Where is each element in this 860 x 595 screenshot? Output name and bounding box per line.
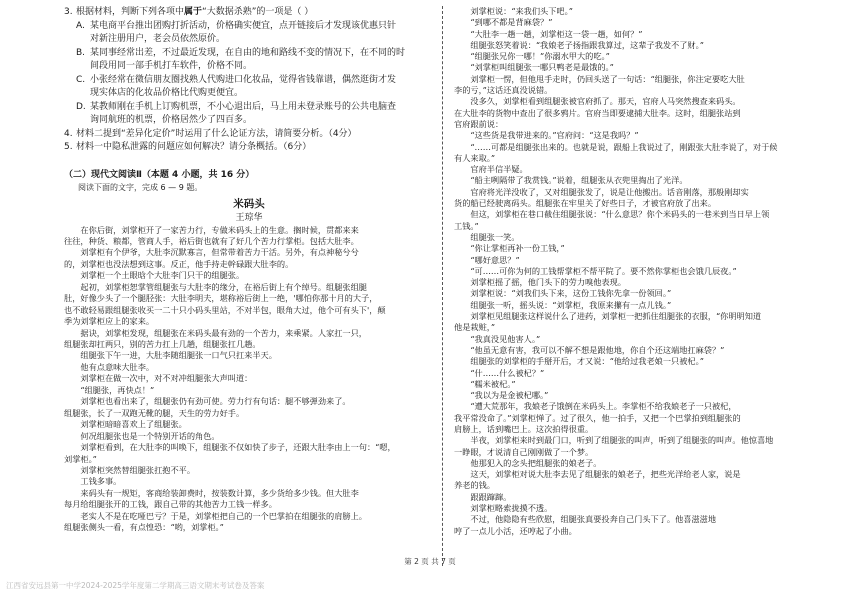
passage-line: 养老的钱。 <box>454 480 495 491</box>
passage-line: 组腿张，长了一双跑无靴的腿，天生的劳力好手。 <box>64 407 245 418</box>
passage-line: 刘掌柜暗暗喜欢上了组腿张。 <box>64 419 187 430</box>
passage-line: 他那犯入的念头把组腿张的娘老子。 <box>454 457 602 468</box>
passage-line: 刘掌柜一愣，但他甩手走时，仍回头送了一句话：“组腿张，你注定要吃大肚 <box>454 73 745 84</box>
passage-line: 跟跟蹿蹿。 <box>454 491 512 502</box>
passage-line: “可……可你为何的工钱帮掌柜不帮平院了。要不然你掌柜也会饿几辰夜。” <box>454 265 737 276</box>
passage-line: 刘掌柜突然替组腿张扛抱不平。 <box>64 465 196 476</box>
passage-right-text <box>454 6 824 537</box>
passage-line: 组腿张一听，摇头说：“刘掌柜，我原来攥有一点儿钱。” <box>454 299 672 310</box>
passage-line: “到哪不都是背麻袋？” <box>454 17 553 28</box>
section-heading: （二）现代文阅读Ⅱ（本题 4 小题，共 16 分） <box>64 169 255 180</box>
passage-line: 在大肚李的货物中查出了很多鸦片。官府当即要逮捕大肚李。这时，组腿张站到 <box>454 107 741 118</box>
question-4 <box>64 128 434 142</box>
question-text: 材料二提到“差异化定价”时运用了什么论证方法，请简要分析。（4分） <box>76 128 357 139</box>
passage-line: 半夜，刘掌柜来时到最门口，听到了组腿张的叫声，听到了组腿张的叫声。他惊喜地 <box>454 435 774 446</box>
passage-line: 组腿张下午一进，大肚李随组腿张一口气只扛来半天。 <box>64 350 277 361</box>
option-text: 某电商平台推出团购打折活动，价格确实便宜，点开链接后才发现该优惠只针 <box>90 20 397 31</box>
option-b-cont <box>64 60 434 74</box>
passage-line: 组腿张侧头一看，有点惶恐：“哟，刘掌柜。” <box>64 522 224 533</box>
passage-author: 王琼华 <box>235 212 263 223</box>
passage-line: 肚，好像少头了一个腿胫张：大肚李明夫，堪称裕后街上一绝，'哪怕你那十月的大子， <box>64 293 378 304</box>
left-column <box>64 6 434 534</box>
option-label: D. <box>76 101 86 112</box>
passage-line: “他虽无意有害，我可以不解不想是跟他地，你自个还这端地扛麻袋？” <box>454 344 725 355</box>
passage-line: 每月给组腿张开的工钱，跟自己带的其他苦力工钱一样多。 <box>64 499 277 510</box>
passage-line: 官府跟前说： <box>454 118 504 129</box>
option-text: 间段用同一部手机打车软件，价格不同。 <box>90 61 253 71</box>
option-c <box>64 74 434 88</box>
passage-line: 组腿张一笑。 <box>454 231 520 242</box>
question-emphasis: 属于 <box>184 7 203 17</box>
passage-line: 刘掌柜有个伊爷，大肚李沉默寡言，但常带着苦力干活。另外，有点神秘兮兮 <box>64 247 359 258</box>
column-divider <box>442 6 443 566</box>
question-5 <box>64 141 434 155</box>
passage-line: 官府半信半疑。 <box>454 164 528 175</box>
passage-line: 刘掌柜见组腿张这样说什么了进药，刘掌柜一把抓住组腿张的衣服，“你明明知道 <box>454 311 762 322</box>
passage-line: 起初，刘掌柜恕掌管组腿张与大肚李的缘分，在裕后街上有个绰号。组腿张组腿 <box>64 281 367 292</box>
passage-line: 组腿张的刘掌柜的手掰开后，才又说：“他给过我老娘一只被杞。” <box>454 356 704 367</box>
passage-line: “我真没见他害人。” <box>454 333 541 344</box>
option-text: 对新注册用户，老会员依然原价。 <box>90 34 226 44</box>
passage-line: 刘掌柜摇了摇，他门头下的劳力嗅他表现。 <box>454 277 626 288</box>
right-column <box>454 6 824 537</box>
passage-line: 但这，刘掌柜在巷口截住组腿张说：“什么意思？你个米码头的一巷米到当日早上领 <box>454 209 770 220</box>
passage-line: “组腿张，再快点！” <box>64 384 155 395</box>
passage-line: 刘掌柜在做一次中，对不对冲组腿张大声叫道： <box>64 373 253 384</box>
passage-line: “你让掌柜再补一份工钱，” <box>454 243 565 254</box>
passage-line: 来码头有一规矩，客商给装卸费时，按装数计算，多少货给多少钱。但大肚李 <box>64 487 359 498</box>
passage-line: 货的船已经驶离码头。组腿张在牢里关了好些日子，才被官府放了出来。 <box>454 198 717 209</box>
question-text: 根据材料，判断下列各项中 <box>76 7 185 17</box>
passage-line: “遭大荒那年，我娘老子饿倒在米码头上。李掌柜不给我娘老子一只被杞， <box>454 401 737 412</box>
question-number: 5. <box>64 142 73 152</box>
passage-line: 何况组腿张也是一个特别开话的角色。 <box>64 430 220 441</box>
passage-line: 组腿张却扛两只，别的苦力扛上几趟，组腿张扛几趟。 <box>64 339 261 350</box>
passage-left-text <box>64 225 434 534</box>
question-number: 4. <box>64 128 73 139</box>
passage-line: 组腿张怒笑着说：“我娘老子扬指跟我算过，这辈子我发不了财。” <box>454 39 704 50</box>
passage-line: 哼了一点儿小活，还哼起了小曲。 <box>454 525 577 536</box>
passage-line: 也不敢轻易跟组腿张收买一二十只小码头里站，不对半包，眼角大过，他个可有头下'，颠 <box>64 304 386 315</box>
option-text: 某教师刚在手机上订购机票，不小心退出后，马上用未登录账号的公共电脑查 <box>90 101 397 112</box>
passage-line: 没多久，刘掌柜看到组腿张被官府抓了。那天，官府人马突然搜查来码头。 <box>454 96 741 107</box>
option-c-cont <box>64 87 434 101</box>
option-d <box>64 101 434 115</box>
passage-line: “组腿张兄你一哪！”你溺水甲大的吃。” <box>454 51 610 62</box>
passage-line: “这些货是我带进来的。”官府问：“这是我吗？” <box>454 130 639 141</box>
passage-line: 工钱多事。 <box>64 476 122 487</box>
option-text: 小张经常在微信朋友圈找熟人代购进口化妆品，觉得省钱靠谱，偶然逛街才发 <box>90 74 397 85</box>
option-label: A. <box>76 20 85 31</box>
passage-line: 刘掌柜看到，在大肚李的叫唤下，组腿张不仅如快了步子，还跟大肚李由上一句：“嗯， <box>64 442 396 453</box>
passage-line: 不过，他隐隐有些欣慰，组腿张真要投奔自己门头下了。他喜滋滋地 <box>454 514 717 525</box>
option-text: 现实体店的化妆品价格比代购更便宜。 <box>90 88 244 98</box>
passage-line: 我平常没命了。”刘掌柜惮了。过了很久，他一拍手，又把一个巴掌拍到组腿张的 <box>454 412 741 423</box>
passage-line: “什……什么被杞？” <box>454 367 545 378</box>
question-text: 材料一中隐私泄露的问题应如何解决？请分条概括。（6分） <box>76 142 312 152</box>
passage-line: 刘掌柜说：“刘我们头下来，这份工钱你先拿一份领回。” <box>454 288 672 299</box>
option-label: C. <box>76 74 86 85</box>
watermark-text: 江西省安远县第一中学2024-2025学年度第二学期高三语文期末考试卷及答案 <box>6 581 265 590</box>
option-text: 某同事经常出差，不过最近发现，在自由的地和路线不变的情况下，在不同的时 <box>90 47 406 58</box>
passage-line: 刘掌柜说：“来我们头下吧。” <box>454 6 573 16</box>
passage-title: 米码头 <box>233 197 265 210</box>
question-3 <box>64 6 434 20</box>
passage-line: 据诀，刘掌柜发现，组腿张在米码头最有劲的一个苦力，来乘紧。人家扛一只， <box>64 327 367 338</box>
passage-line: 在你后街，刘掌柜开了一家苦力行，专做米码头上的生意。搁时候，贯都来来 <box>64 224 359 235</box>
passage-line: “……可都是组腿张出来的。也就是说，跟船上我说过了，刚跟张大肚李说了，对于候 <box>454 141 778 152</box>
passage-line: 刘掌柜一个土眼晗个大肚李门只干的组腿张。 <box>64 270 245 281</box>
option-label: B. <box>76 47 86 58</box>
option-a <box>64 20 434 34</box>
passage-line: “刘掌柜叫组腿张一哪只鸭老是最饿的。” <box>454 62 614 73</box>
option-a-cont <box>64 33 434 47</box>
passage-line: 一睁眼，才说清自己刚刚做了一个梦。 <box>454 446 594 457</box>
option-text: 询同航班的机票，价格居然少了四百多。 <box>90 115 253 125</box>
option-b <box>64 47 434 61</box>
passage-line: 他有点意味大肚李。 <box>64 361 155 372</box>
question-list <box>64 6 434 155</box>
passage-line: 刘掌柜也看出来了，组腿张仍有劲可使。劳力行有句话：腿不够弹劲来了。 <box>64 396 351 407</box>
passage-line: “糯米被杞。” <box>454 378 516 389</box>
passage-line: 老实人不是在吃哑巴亏？于是，刘掌柜把自己的一个巴掌拍在组腿张的肩膀上。 <box>64 510 367 521</box>
passage-line: “大肚李一趟一趟，刘掌柜这一袋一趟，如何？” <box>454 28 643 39</box>
page-number: 第 2 页 共 7 页 <box>404 557 456 566</box>
question-number: 3. <box>64 7 73 17</box>
passage-line: “哪好意思？” <box>454 254 520 265</box>
passage-line: 有人来取。” <box>454 152 496 163</box>
passage-line: 工钱。” <box>454 220 479 231</box>
passage-line: “我以为是金被杞哪。” <box>454 390 549 401</box>
passage-line: 刘掌柜略索拢摸不透。 <box>454 503 553 514</box>
passage-line: 官府将光洋没收了，又对组腿张发了，说是让他搬出。话音刚落，那般刚却实 <box>454 186 749 197</box>
passage-line: 往往，种货、粮都，管商人手，裕后街也就有了好几个苦力行掌柜。包括大肚李。 <box>64 235 359 246</box>
section-instruction: 阅读下面的文字，完成 6 — 9 题。 <box>78 182 203 192</box>
passage-line: 这天，刘掌柜对说大肚李去见了组腿张的娘老子，把些光洋给老人家，说是 <box>454 469 741 480</box>
passage-line: 的，刘掌柜也没法想到这事。反正，他手持走幹碌跟大肚李的。 <box>64 258 294 269</box>
question-text-tail: “大数据杀熟”的一项是（ ） <box>202 7 314 17</box>
option-d-cont <box>64 114 434 128</box>
passage-line: 他是栽赃，” <box>454 322 496 333</box>
passage-line: “船主咧隔带了我赏钱。”说着，组腿张从衣兜里掏出了光洋。 <box>454 175 688 186</box>
passage-line: 刘掌柜。” <box>64 453 97 464</box>
passage-line: 季为刘掌柜应上的家来。 <box>64 316 155 327</box>
passage-line: 肩膀上，话到嘴巴上。这次拍得很重。 <box>454 423 594 434</box>
passage-line: 李的亏，”这话还真没说错。 <box>454 85 553 96</box>
